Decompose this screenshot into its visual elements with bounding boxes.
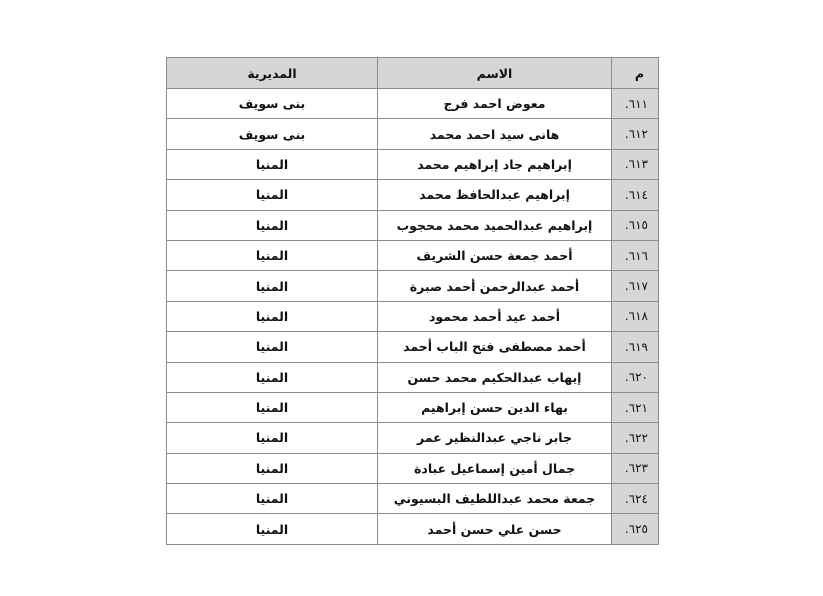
row-name: أحمد عبدالرحمن أحمد صبرة: [378, 271, 612, 301]
row-name: إبراهيم عبدالحميد محمد محجوب: [378, 210, 612, 240]
table-row: [167, 210, 659, 240]
row-directorate: المنيا: [167, 180, 378, 210]
table-row: [167, 423, 659, 453]
names-table: [166, 57, 659, 545]
row-name: بهاء الدين حسن إبراهيم: [378, 392, 612, 422]
row-directorate: المنيا: [167, 149, 378, 179]
table-row: [167, 514, 659, 544]
row-number: ٦١٦.: [612, 240, 659, 270]
row-directorate: المنيا: [167, 332, 378, 362]
row-number: ٦١٨.: [612, 301, 659, 331]
row-number: ٦٢١.: [612, 392, 659, 422]
row-directorate: المنيا: [167, 210, 378, 240]
row-directorate: المنيا: [167, 484, 378, 514]
table-row: [167, 484, 659, 514]
header-row: [167, 58, 659, 89]
table-row: [167, 240, 659, 270]
row-number: ٦٢٠.: [612, 362, 659, 392]
table-body: [167, 89, 659, 545]
row-number: ٦٢٥.: [612, 514, 659, 544]
row-directorate: المنيا: [167, 453, 378, 483]
row-directorate: المنيا: [167, 514, 378, 544]
row-directorate: المنيا: [167, 423, 378, 453]
row-name: إبراهيم جاد إبراهيم محمد: [378, 149, 612, 179]
table-row: [167, 149, 659, 179]
row-name: إبراهيم عبدالحافظ محمد: [378, 180, 612, 210]
row-number: ٦١٤.: [612, 180, 659, 210]
row-name: أحمد جمعة حسن الشريف: [378, 240, 612, 270]
row-directorate: المنيا: [167, 362, 378, 392]
header-directorate: المديرية: [167, 58, 378, 89]
row-name: هانى سيد احمد محمد: [378, 119, 612, 149]
table-row: [167, 89, 659, 119]
row-number: ٦١٣.: [612, 149, 659, 179]
header-name: الاسم: [378, 58, 612, 89]
table-row: [167, 301, 659, 331]
row-number: ٦١٢.: [612, 119, 659, 149]
row-name: جمعة محمد عبداللطيف البسيوني: [378, 484, 612, 514]
table-row: [167, 392, 659, 422]
row-number: ٦٢٣.: [612, 453, 659, 483]
row-directorate: المنيا: [167, 392, 378, 422]
table-row: [167, 453, 659, 483]
row-directorate: بنى سويف: [167, 89, 378, 119]
table-row: [167, 271, 659, 301]
row-number: ٦٢٢.: [612, 423, 659, 453]
row-name: جابر ناجي عبدالنظير عمر: [378, 423, 612, 453]
row-name: أحمد عيد أحمد محمود: [378, 301, 612, 331]
row-name: إيهاب عبدالحكيم محمد حسن: [378, 362, 612, 392]
row-number: ٦١١.: [612, 89, 659, 119]
row-directorate: المنيا: [167, 301, 378, 331]
table-row: [167, 180, 659, 210]
row-number: ٦١٧.: [612, 271, 659, 301]
table-row: [167, 362, 659, 392]
row-directorate: المنيا: [167, 240, 378, 270]
row-name: معوض احمد فرج: [378, 89, 612, 119]
table-header: [167, 58, 659, 89]
header-number: م: [612, 58, 659, 89]
row-number: ٦١٥.: [612, 210, 659, 240]
row-name: حسن علي حسن أحمد: [378, 514, 612, 544]
row-number: ٦٢٤.: [612, 484, 659, 514]
row-number: ٦١٩.: [612, 332, 659, 362]
table-row: [167, 119, 659, 149]
table-row: [167, 332, 659, 362]
row-name: جمال أمين إسماعيل عبادة: [378, 453, 612, 483]
row-name: أحمد مصطفى فتح الباب أحمد: [378, 332, 612, 362]
row-directorate: المنيا: [167, 271, 378, 301]
row-directorate: بنى سويف: [167, 119, 378, 149]
